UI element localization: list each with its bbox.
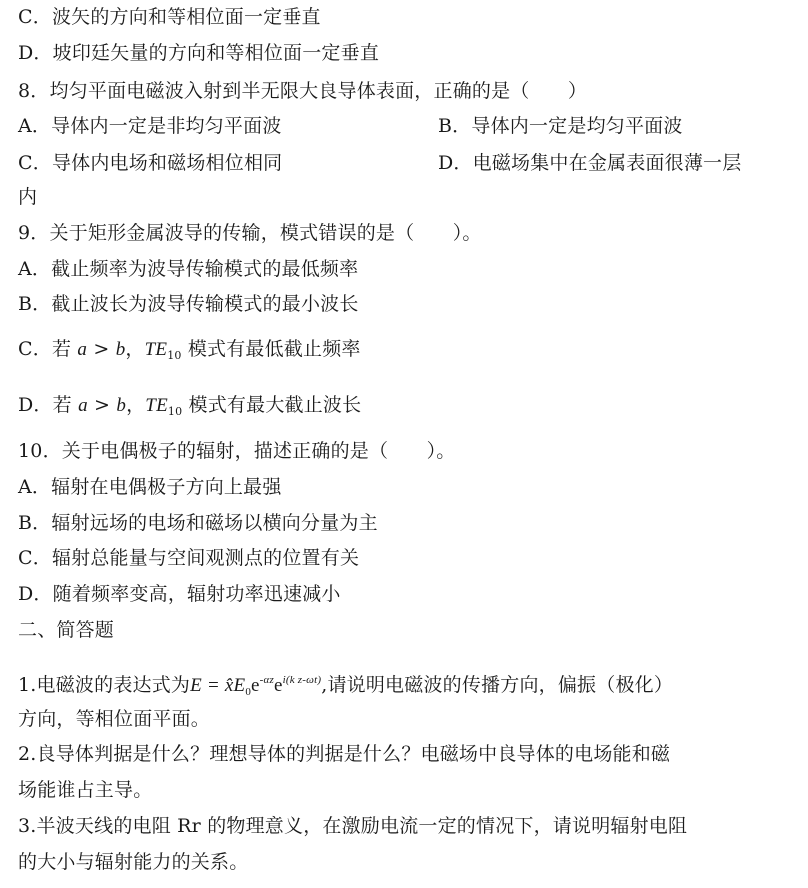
q9d-prefix: D．若 bbox=[18, 394, 79, 416]
q9d-var-a: a bbox=[78, 395, 88, 416]
q8-option-d: D．电磁场集中在金属表面很薄一层 bbox=[438, 152, 742, 174]
short-answer-2: 2.良导体判据是什么？理想导体的判据是什么？电磁场中良导体的电场能和磁 bbox=[18, 743, 671, 765]
q9c-gt: > bbox=[87, 338, 116, 360]
s1-formula-main: E = x̂E bbox=[190, 675, 246, 696]
q10-option-b: B．辐射远场的电场和磁场以横向分量为主 bbox=[18, 512, 378, 534]
s1-formula-e1: e bbox=[251, 675, 260, 696]
q9d-te: TE bbox=[145, 395, 168, 416]
option-c-wave-vector: C．波矢的方向和等相位面一定垂直 bbox=[18, 6, 321, 28]
q8-option-a: A．导体内一定是非均匀平面波 bbox=[18, 115, 282, 137]
option-d-poynting: D．坡印廷矢量的方向和等相位面一定垂直 bbox=[18, 42, 380, 64]
s1-formula-sup1: -αz bbox=[259, 674, 274, 686]
q9d-te-sub: 10 bbox=[167, 405, 183, 418]
q10-option-d: D．随着频率变高，辐射功率迅速减小 bbox=[18, 583, 341, 605]
q8-option-b: B．导体内一定是均匀平面波 bbox=[438, 115, 683, 137]
s1-suffix: ,请说明电磁波的传播方向，偏振（极化） bbox=[321, 674, 674, 696]
question-10: 10．关于电偶极子的辐射，描述正确的是（ ）。 bbox=[18, 440, 456, 462]
q9d-gt: > bbox=[87, 394, 117, 416]
short-answer-1 bbox=[18, 667, 673, 705]
q9c-prefix: C．若 bbox=[18, 338, 78, 360]
q8-option-d-continued: 内 bbox=[18, 186, 38, 208]
q9-option-d bbox=[18, 392, 361, 425]
q9-option-c bbox=[18, 336, 361, 369]
s1-prefix: 1.电磁波的表达式为 bbox=[18, 674, 191, 696]
q9c-te: TE bbox=[144, 339, 168, 360]
short-answer-3: 3.半波天线的电阻 Rr 的物理意义，在激励电流一定的情况下，请说明辐射电阻 bbox=[18, 815, 688, 837]
question-8: 8．均匀平面电磁波入射到半无限大良导体表面，正确的是（ ） bbox=[18, 80, 588, 102]
short-answer-1-continued: 方向，等相位面平面。 bbox=[18, 708, 211, 730]
q9d-suffix: 模式有最大截止波长 bbox=[182, 394, 362, 416]
s1-formula-e2: e bbox=[273, 675, 283, 696]
question-9: 9．关于矩形金属波导的传输，模式错误的是（ ）。 bbox=[18, 222, 482, 244]
q9-option-b: B．截止波长为波导传输模式的最小波长 bbox=[18, 293, 359, 315]
section-heading-short-answer: 二、简答题 bbox=[18, 619, 115, 641]
q9d-comma: ， bbox=[126, 394, 146, 416]
s1-formula-sub: 0 bbox=[245, 686, 252, 698]
q9d-var-b: b bbox=[116, 395, 127, 416]
q9c-var-a: a bbox=[77, 339, 88, 360]
q10-option-c: C．辐射总能量与空间观测点的位置有关 bbox=[18, 547, 360, 569]
q9c-te-sub: 10 bbox=[167, 349, 182, 362]
q9c-comma: ， bbox=[125, 338, 145, 360]
s1-formula-sup2: i(k z-ωt) bbox=[282, 674, 322, 686]
q9c-var-b: b bbox=[115, 339, 126, 360]
q8-option-c: C．导体内电场和磁场相位相同 bbox=[18, 152, 283, 174]
q10-option-a: A．辐射在电偶极子方向上最强 bbox=[18, 476, 282, 498]
short-answer-3-continued: 的大小与辐射能力的关系。 bbox=[18, 851, 249, 873]
short-answer-2-continued: 场能谁占主导。 bbox=[18, 779, 153, 801]
q9-option-a: A．截止频率为波导传输模式的最低频率 bbox=[18, 258, 359, 280]
q9c-suffix: 模式有最低截止频率 bbox=[181, 338, 361, 360]
